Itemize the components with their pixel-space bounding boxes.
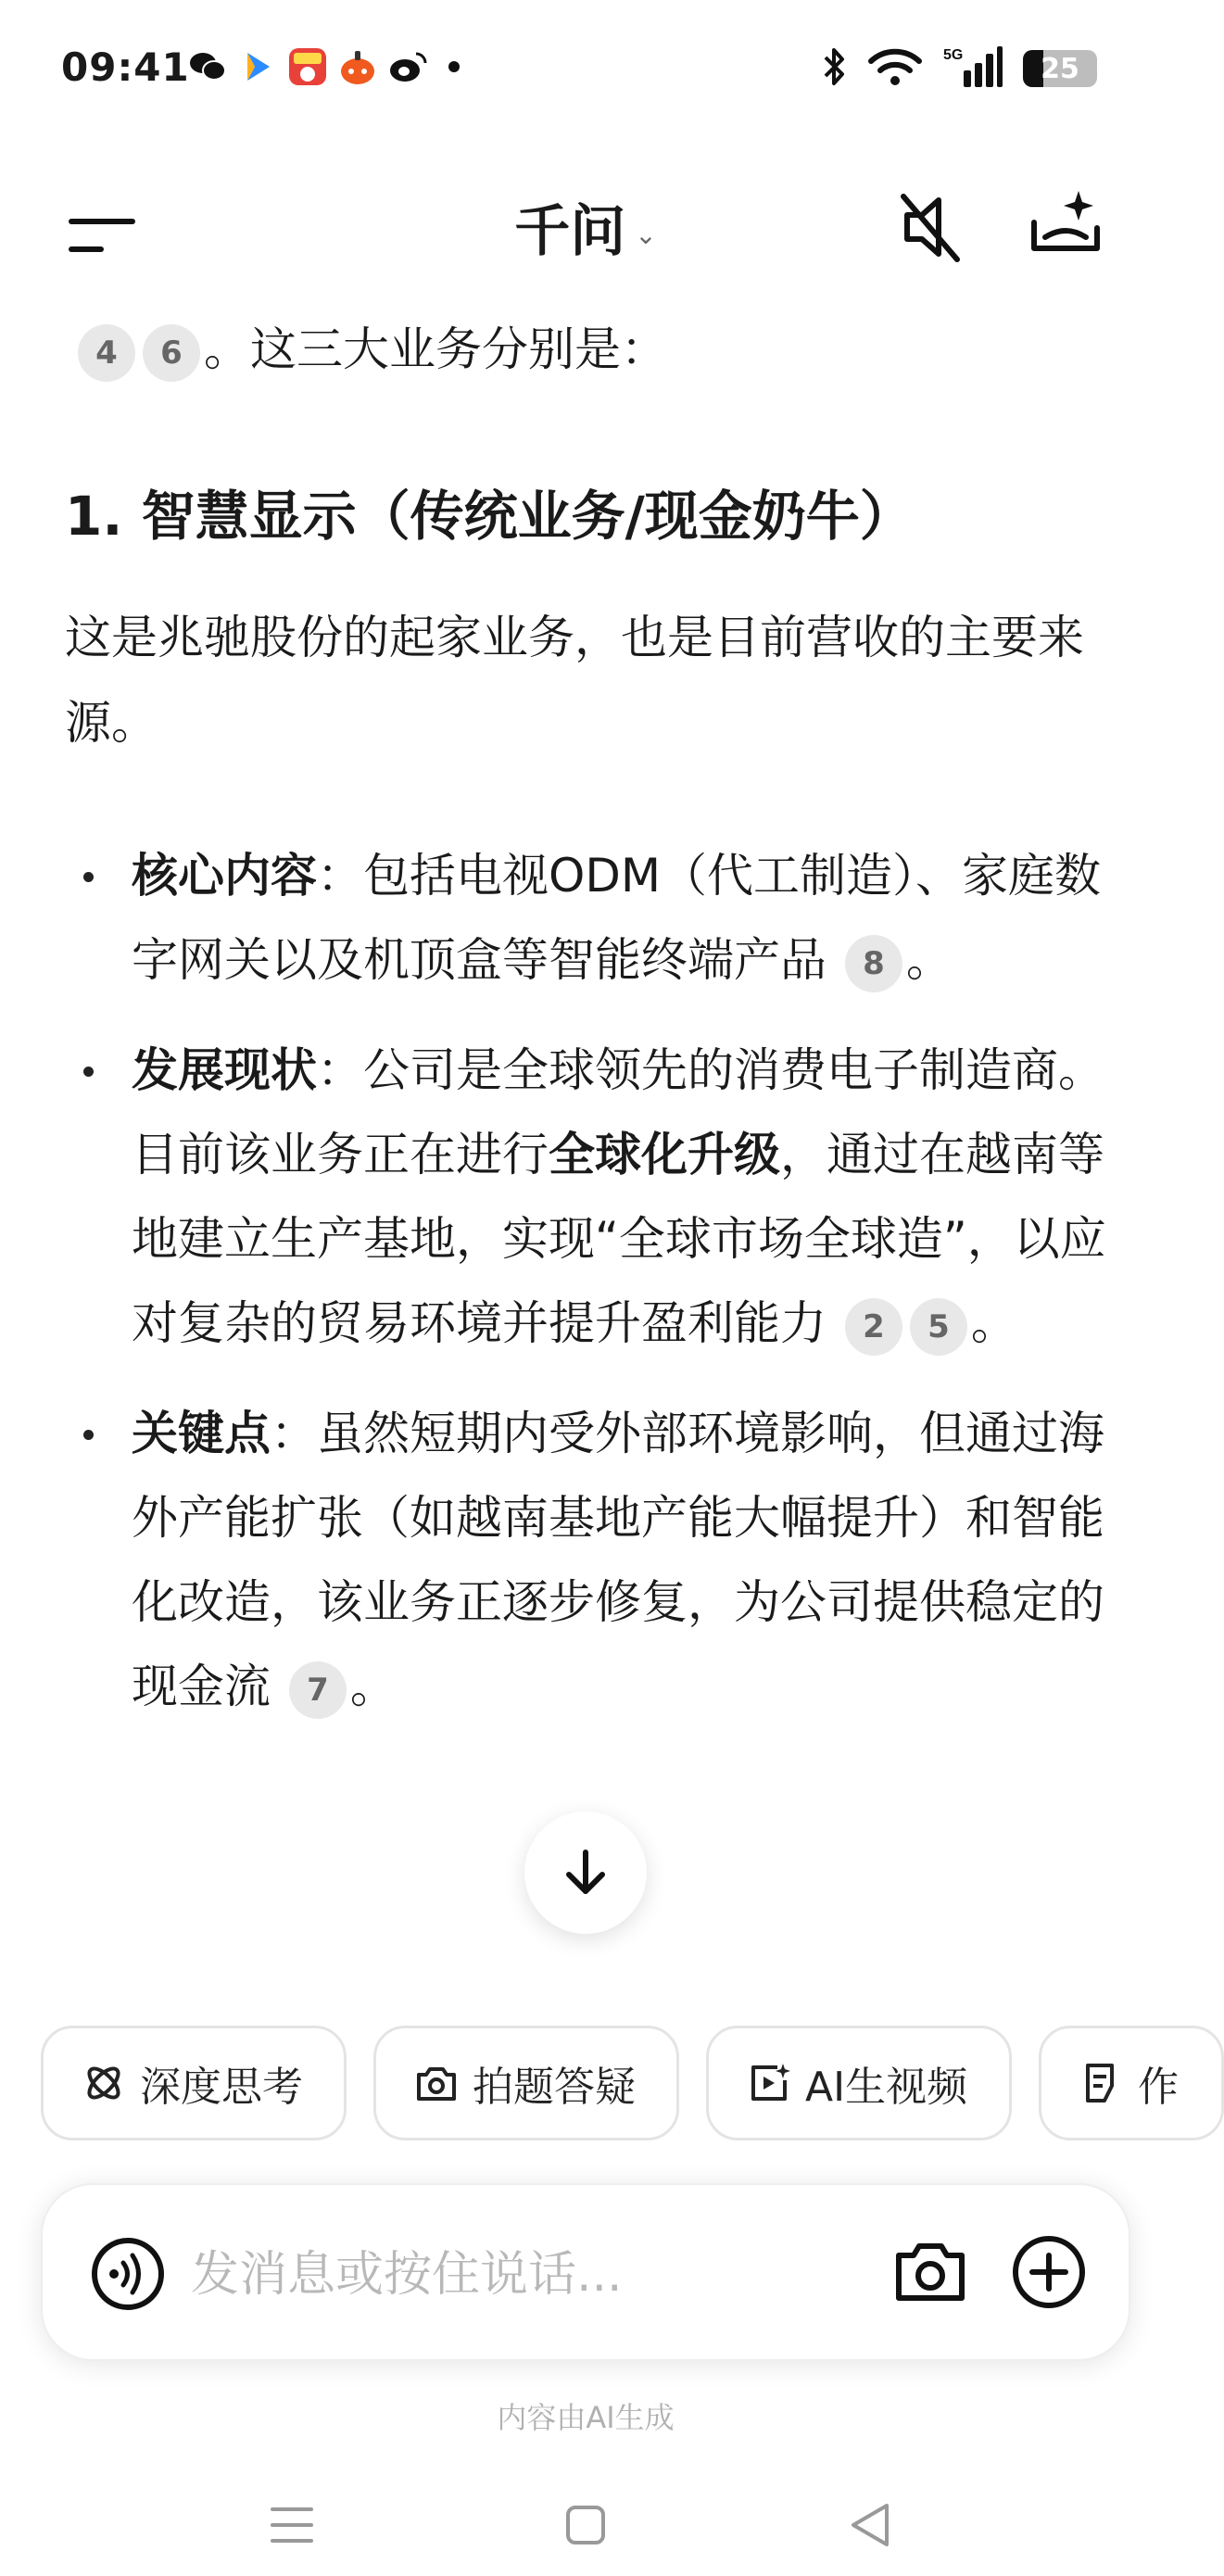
camera-icon [891, 2233, 969, 2311]
chip-ai-video[interactable]: AI生视频 [706, 2026, 1012, 2140]
citation-ref[interactable]: 5 [910, 1298, 967, 1356]
wechat-icon [189, 48, 226, 85]
weibo-icon [389, 48, 426, 85]
camera-button[interactable] [891, 2233, 969, 2311]
app-badge-icon [289, 48, 326, 85]
citation-ref[interactable]: 6 [143, 324, 200, 382]
voice-wave-icon [91, 2237, 165, 2311]
system-icons [823, 44, 1097, 93]
notification-icons [189, 48, 460, 85]
bullet-bold-text: 全球化升级 [549, 1128, 780, 1181]
square-icon [553, 2493, 618, 2557]
list-item: 发展现状：公司是全球领先的消费电子制造商。目前该业务正在进行全球化升级，通过在越南等地建立生产基地，实现“全球市场全球造”，以应对复杂的贸易环境并提升盈利能力 2 5 。 [65, 1029, 1112, 1366]
list-item: 核心内容：包括电视ODM（代工制造）、家庭数字网关以及机顶盒等智能终端产品 8 。 [65, 834, 1112, 1003]
list-item: 关键点：虽然短期内受外部环境影响，但通过海外产能扩张（如越南基地产能大幅提升）和智能化改造，该业务正逐步修复，为公司提供稳定的现金流 7 。 [65, 1392, 1112, 1729]
arrow-down-icon [558, 1845, 613, 1900]
message-composer [41, 2183, 1130, 2361]
ai-disclaimer: 内容由AI生成 [497, 2400, 675, 2435]
citation-ref[interactable]: 2 [845, 1298, 902, 1356]
bullet-text: 公司是全球领先的消费电子制造商。目前该业务正在进行 [132, 1043, 1104, 1181]
triangle-back-icon [839, 2493, 903, 2557]
bullet-list [65, 834, 1112, 1755]
citation-ref[interactable]: 8 [845, 935, 902, 992]
bullet-text: ，通过在越南等地建立生产基地，实现“全球市场全球造”，以应对复杂的贸易环境并提升盈利能力 [132, 1128, 1106, 1350]
scroll-to-bottom-button[interactable] [524, 1812, 647, 1934]
bullet-text: 包括电视ODM（代工制造）、家庭数字网关以及机顶盒等智能终端产品 [132, 849, 1101, 987]
citation-ref[interactable]: 4 [78, 324, 135, 382]
new-chat-button[interactable] [1027, 183, 1104, 267]
mute-button[interactable] [894, 185, 968, 269]
app-orange-icon [339, 48, 376, 85]
section-heading: 1. 智慧显示（传统业务/现金奶牛） [65, 485, 914, 548]
chip-deep-think[interactable]: 深度思考 [41, 2026, 347, 2140]
wifi-icon [867, 46, 923, 91]
bullet-label: 发展现状 [132, 1043, 317, 1097]
app-title-switcher[interactable] [0, 187, 1171, 267]
paragraph-text: 。这三大业务分别是： [204, 322, 667, 376]
deep-think-icon [82, 2062, 125, 2104]
menu-lines-icon [259, 2493, 324, 2557]
nav-recents-button[interactable] [259, 2493, 324, 2557]
battery-icon [1023, 50, 1097, 87]
nav-back-button[interactable] [839, 2493, 903, 2557]
play-icon [239, 48, 276, 85]
status-bar [0, 0, 1171, 130]
signal-icon [943, 44, 1003, 93]
app-title: 千问 [514, 199, 626, 264]
writing-icon [1080, 2062, 1123, 2104]
chip-photo-question[interactable]: 拍题答疑 [373, 2026, 679, 2140]
bluetooth-icon [823, 46, 847, 91]
system-nav-bar [0, 2465, 1171, 2576]
message-input[interactable] [191, 2233, 839, 2317]
dot-icon [448, 61, 460, 72]
message-paragraph-top [74, 306, 667, 393]
add-attachment-button[interactable] [1010, 2233, 1088, 2311]
nav-home-button[interactable] [553, 2493, 618, 2557]
ai-video-icon [748, 2062, 790, 2104]
chip-writing[interactable]: 作 [1039, 2026, 1224, 2140]
top-app-bar [0, 158, 1171, 297]
status-time: 09:41 [61, 44, 190, 90]
speaker-mute-icon [894, 185, 968, 269]
network-type: 5G [943, 47, 964, 63]
quick-action-chips [41, 2026, 1179, 2140]
intro-paragraph: 这是兆驰股份的起家业务，也是目前营收的主要来源。 [65, 611, 1084, 750]
photo-question-icon [415, 2062, 458, 2104]
voice-input-button[interactable] [91, 2237, 165, 2311]
bullet-label: 核心内容 [132, 849, 317, 903]
bullet-label: 关键点 [132, 1407, 271, 1460]
citation-ref[interactable]: 7 [289, 1661, 347, 1719]
chevron-down-icon: ⌄ [635, 219, 657, 250]
new-chat-sparkle-icon [1027, 183, 1104, 267]
battery-level: 25 [1041, 52, 1079, 85]
bullet-text: 虽然短期内受外部环境影响，但通过海外产能扩张（如越南基地产能大幅提升）和智能化改造，该业务正逐步修复，为公司提供稳定的现金流 [132, 1407, 1104, 1713]
plus-circle-icon [1010, 2233, 1088, 2311]
